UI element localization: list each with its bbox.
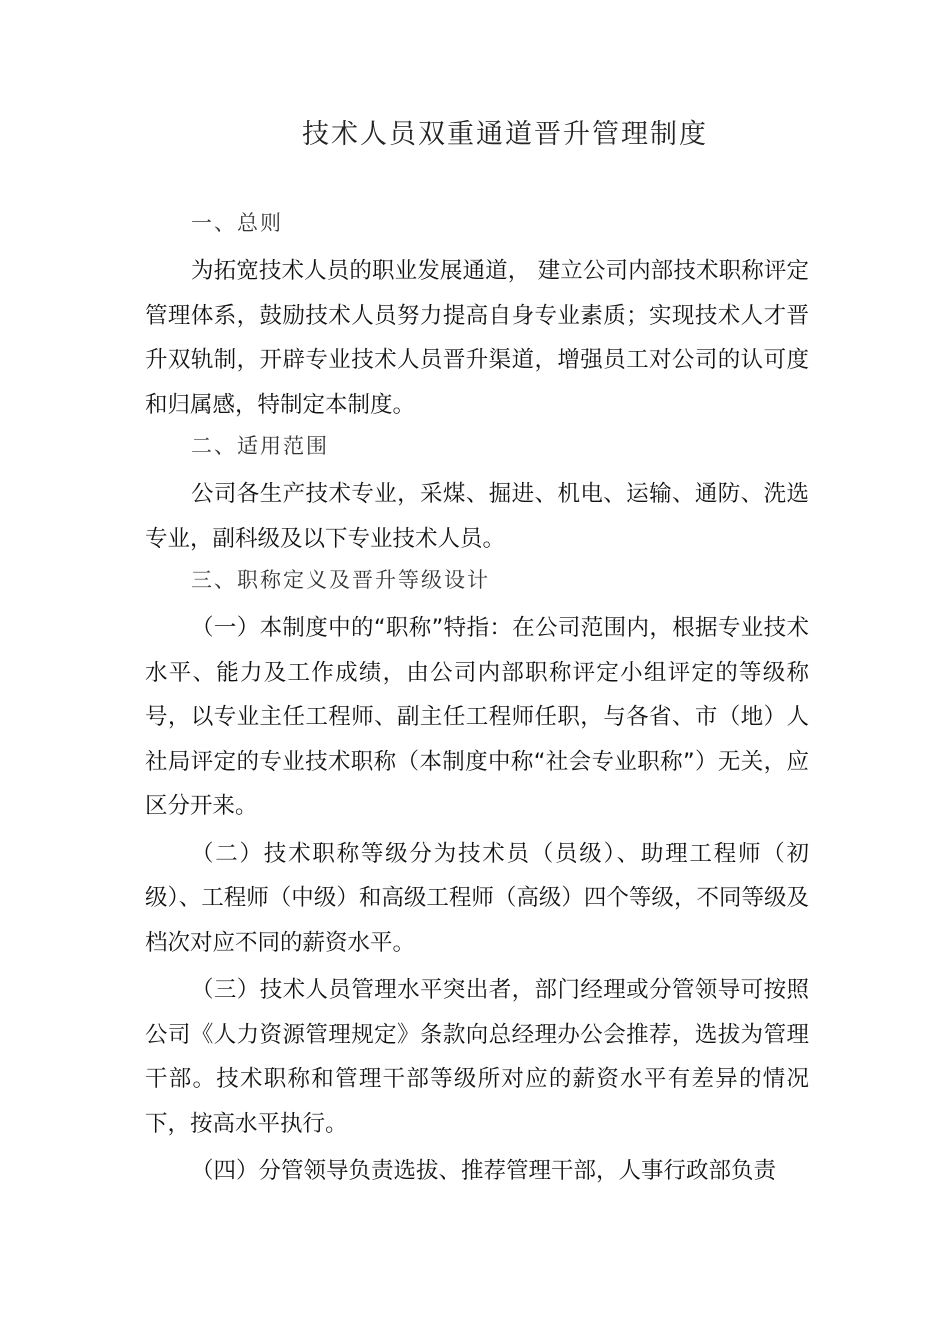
paragraph: （四）分管领导负责选拔、推荐管理干部，人事行政部负责: [191, 1158, 777, 1184]
paragraph: （一）本制度中的“职称”特指：在公司范围内，根据专业技术水平、能力及工作成绩，由公司内部职称评定小组评定的等级称号，以专业主任工程师、副主任工程师任职，与各省、市（地）人社局评定的专业技术职称（本制度中称“社会专业职称”）无关，应区分开来。: [145, 615, 809, 819]
document-body: [145, 207, 809, 1197]
paragraph: （三）技术人员管理水平突出者，部门经理或分管领导可按照公司《人力资源管理规定》条款向总经理办公会推荐，选拔为管理干部。技术职称和管理干部等级所对应的薪资水平有差异的情况下，按高水平执行。: [145, 977, 809, 1137]
section-heading: 三、职称定义及晋升等级设计: [191, 568, 490, 592]
section-heading: 二、适用范围: [191, 434, 329, 458]
paragraph: 为拓宽技术人员的职业发展通道， 建立公司内部技术职称评定管理体系，鼓励技术人员努力提高自身专业素质；实现技术人才晋升双轨制，开辟专业技术人员晋升渠道，增强员工对公司的认可度和归属感，特制定本制度。: [145, 258, 809, 418]
paragraph: （二）技术职称等级分为技术员（员级）、助理工程师（初级）、工程师（中级）和高级工程师（高级）四个等级，不同等级及档次对应不同的薪资水平。: [145, 840, 809, 956]
document-title: 技术人员双重通道晋升管理制度: [302, 119, 708, 150]
section-title-definition: [145, 564, 809, 1194]
section-heading: 一、总则: [191, 211, 283, 235]
section-scope: [145, 430, 809, 561]
paragraph: 公司各生产技术专业，采煤、掘进、机电、运输、通防、洗选专业，副科级及以下专业技术人员。: [145, 481, 809, 552]
section-general: [145, 207, 809, 427]
